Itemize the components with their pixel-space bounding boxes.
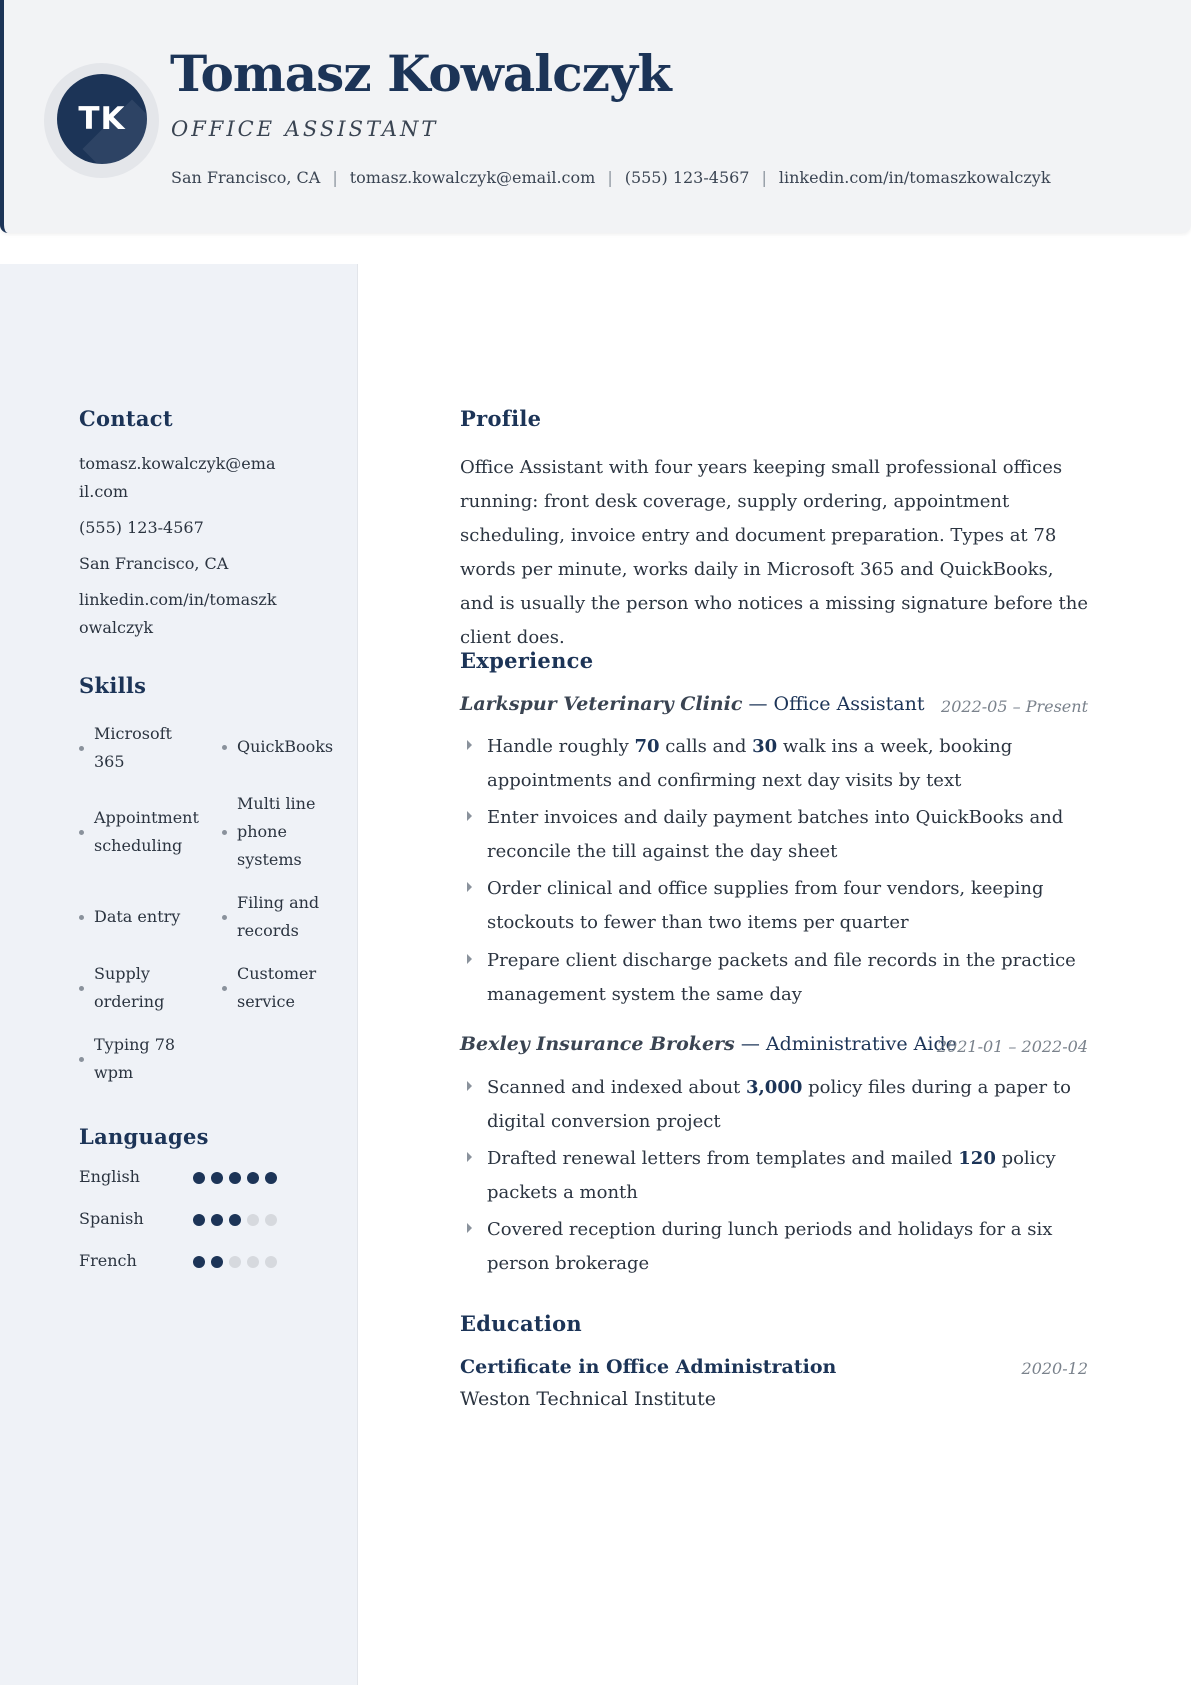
skill-item — [94, 720, 184, 776]
proficiency-dot — [193, 1256, 205, 1268]
skill-label: QuickBooks — [237, 737, 334, 756]
bullet-text: Handle roughly — [487, 736, 635, 757]
sidebar-linkedin: linkedin.com/in/tomaszkowalczyk — [79, 590, 277, 637]
languages-heading: Languages — [79, 1124, 209, 1149]
language-name: Spanish — [79, 1209, 144, 1228]
skill-label: Multi line phone systems — [237, 794, 316, 869]
separator: | — [607, 168, 613, 187]
bullet-dot — [222, 986, 227, 991]
bullet-text: Order clinical and office supplies from four vendors, keeping stockouts to fewer than two items per quarter — [487, 878, 1044, 933]
job-role: Administrative Aide — [765, 1033, 957, 1055]
bullet-text: Enter invoices and daily payment batches into QuickBooks and reconcile the till against the day sheet — [487, 807, 1064, 862]
language-level-french — [193, 1256, 277, 1268]
job-bullet — [487, 730, 1089, 798]
company-name: Bexley Insurance Brokers — [460, 1033, 735, 1055]
job-bullet — [487, 944, 1089, 1012]
education-date: 2020-12 — [1021, 1359, 1088, 1378]
job-bullet — [487, 872, 1089, 940]
highlight-number: 3,000 — [746, 1077, 803, 1098]
job-dates: 2021-01 – 2022-04 — [936, 1037, 1088, 1056]
bullet-text: Prepare client discharge packets and file records in the practice management system the same day — [487, 950, 1076, 1005]
education-heading: Education — [460, 1311, 583, 1336]
sidebar-phone: (555) 123-4567 — [79, 518, 204, 537]
avatar-initials: TK — [78, 101, 126, 137]
dash: — — [740, 1033, 760, 1055]
bullet-text: calls and — [659, 736, 753, 757]
bullet-text: policy packets a month — [487, 1148, 1056, 1203]
bullet-text: Drafted renewal letters from templates and mailed — [487, 1148, 959, 1169]
bullet-text: walk ins a week, booking appointments and confirming next day visits by text — [487, 736, 1013, 791]
job-bullet — [487, 801, 1089, 869]
skill-item — [237, 733, 347, 761]
language-level-english — [193, 1172, 277, 1184]
skill-item — [94, 960, 184, 1016]
bullet-dot — [79, 746, 84, 751]
proficiency-dot — [193, 1172, 205, 1184]
bullet-text: policy files during a paper to digital conversion project — [487, 1077, 1071, 1132]
bullet-dot — [222, 830, 227, 835]
skill-label: Customer service — [237, 964, 317, 1011]
header-linkedin: linkedin.com/in/tomaszkowalczyk — [778, 168, 1051, 187]
dash: — — [748, 693, 768, 715]
skill-label: Typing 78 wpm — [94, 1035, 176, 1082]
profile-text: Office Assistant with four years keeping small professional offices running: front desk coverage, supply ordering, appointment scheduling, invoice entry and document preparation. Types at 78 words per minute, works daily in Microsoft 365 and QuickBooks, and is usually the person who notices a missing signature before the client does. — [460, 457, 1089, 648]
skills-heading: Skills — [79, 673, 147, 698]
skill-label: Microsoft 365 — [94, 724, 172, 771]
skill-item — [237, 889, 327, 945]
language-name: French — [79, 1251, 137, 1270]
company-name: Larkspur Veterinary Clinic — [460, 693, 743, 715]
proficiency-dot — [211, 1214, 223, 1226]
skill-label: Supply ordering — [94, 964, 165, 1011]
job-bullet — [487, 1071, 1089, 1139]
separator: | — [332, 168, 338, 187]
proficiency-dot — [247, 1172, 259, 1184]
language-level-spanish — [193, 1214, 277, 1226]
profile-heading: Profile — [460, 406, 542, 431]
proficiency-dot — [247, 1256, 259, 1268]
skill-item — [237, 960, 327, 1016]
bullet-text: Covered reception during lunch periods and holidays for a six person brokerage — [487, 1219, 1053, 1274]
bullet-dot — [222, 915, 227, 920]
proficiency-dot — [265, 1256, 277, 1268]
bullet-dot — [79, 986, 84, 991]
job-role: Office Assistant — [773, 693, 925, 715]
bullet-dot — [79, 1057, 84, 1062]
proficiency-dot — [211, 1256, 223, 1268]
resume-header — [0, 0, 1191, 233]
header-location: San Francisco, CA — [171, 168, 321, 187]
experience-heading: Experience — [460, 648, 594, 673]
header-contact-line — [171, 168, 1051, 187]
proficiency-dot — [265, 1172, 277, 1184]
education-institution: Weston Technical Institute — [460, 1388, 716, 1410]
contact-heading: Contact — [79, 406, 173, 431]
skill-label: Appointment scheduling — [94, 808, 199, 855]
proficiency-dot — [193, 1214, 205, 1226]
job-bullet — [487, 1142, 1089, 1210]
skill-item — [94, 1031, 184, 1087]
header-email: tomasz.kowalczyk@email.com — [349, 168, 596, 187]
proficiency-dot — [265, 1214, 277, 1226]
bullet-dot — [222, 745, 227, 750]
education-title: Certificate in Office Administration — [460, 1356, 837, 1378]
header-phone: (555) 123-4567 — [624, 168, 750, 187]
language-name: English — [79, 1167, 140, 1186]
bullet-dot — [79, 830, 84, 835]
candidate-name: Tomasz Kowalczyk — [170, 44, 671, 103]
avatar — [57, 74, 147, 164]
job-title: OFFICE ASSISTANT — [171, 117, 439, 141]
job-dates: 2022-05 – Present — [941, 697, 1088, 716]
skill-item — [94, 903, 204, 931]
separator: | — [761, 168, 767, 187]
proficiency-dot — [229, 1214, 241, 1226]
skill-label: Data entry — [94, 907, 181, 926]
bullet-dot — [79, 915, 84, 920]
sidebar-email: tomasz.kowalczyk@email.com — [79, 454, 276, 501]
skill-item — [94, 804, 204, 860]
proficiency-dot — [211, 1172, 223, 1184]
bullet-text: Scanned and indexed about — [487, 1077, 747, 1098]
highlight-number: 30 — [752, 736, 778, 757]
proficiency-dot — [229, 1172, 241, 1184]
skill-label: Filing and records — [237, 893, 320, 940]
sidebar-location: San Francisco, CA — [79, 554, 229, 573]
proficiency-dot — [229, 1256, 241, 1268]
job-bullet — [487, 1213, 1089, 1281]
skill-item — [237, 790, 327, 874]
highlight-number: 70 — [634, 736, 660, 757]
highlight-number: 120 — [958, 1148, 996, 1169]
proficiency-dot — [247, 1214, 259, 1226]
